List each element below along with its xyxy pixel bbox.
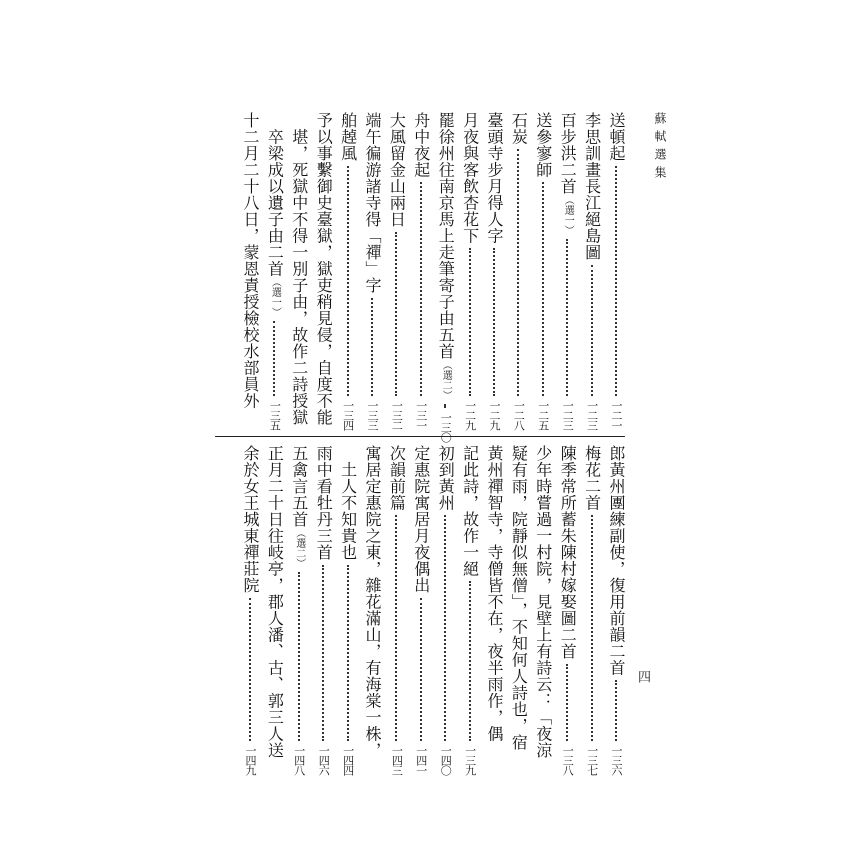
toc-entry-title: 定惠院寓居月夜偶出 <box>411 445 431 594</box>
toc-entry-title: 送頓起 <box>607 112 626 162</box>
toc-page-number: 一二九 <box>463 400 477 430</box>
toc-page-number: 一三四 <box>341 400 355 430</box>
toc-page-number: 一三九 <box>463 745 477 775</box>
toc-entry-title: 大風留金山兩日 <box>387 112 407 228</box>
toc-entry <box>555 112 579 430</box>
toc-entry-title: 李思訓畫長江絕島圖 <box>582 112 602 261</box>
toc-entry-title: 記此詩，故作一絕 <box>460 445 480 577</box>
toc-page-number: 一三八 <box>561 745 575 775</box>
toc-entry-title: 送參寥師 <box>533 112 553 178</box>
toc-entry <box>458 445 482 775</box>
toc-entry-title: 初到黃州 <box>436 445 456 511</box>
toc-page-number: 一三〇 <box>439 411 453 442</box>
toc-entry-title: 罷徐州往南京馬上走筆寄子由五首 <box>436 112 456 360</box>
toc-entry <box>384 445 408 775</box>
toc-page-number: 一三三 <box>366 400 379 430</box>
toc-page-number: 一二五 <box>536 400 550 430</box>
toc-entry <box>482 445 506 775</box>
toc-entry-title: 梅花二首 <box>582 445 602 511</box>
toc-entry <box>409 112 433 430</box>
toc-page-number: 一四一 <box>414 745 428 775</box>
toc-entry <box>604 112 628 430</box>
toc-page-number: 一二三 <box>585 400 599 430</box>
running-title: 蘇軾選集 <box>653 112 667 184</box>
toc-entry-title: 五禽言五首 <box>289 445 309 528</box>
toc-entry-note: （選一） <box>562 194 574 235</box>
toc-entry <box>311 445 335 775</box>
toc-entry <box>360 445 384 775</box>
toc-entry <box>482 112 506 430</box>
toc-entry-title: 予以事繫御史臺獄，獄吏稍見侵，自度不能 <box>314 112 334 426</box>
toc-entry <box>458 112 482 430</box>
toc-entry-note: （選一） <box>269 277 281 317</box>
toc-page-number: 一三五 <box>268 400 282 430</box>
toc-entry <box>262 445 286 775</box>
toc-entry-title: 月夜與客飲杏花下 <box>460 112 480 244</box>
toc-entry-title: 郎黃州團練副使，復用前韻二首 <box>607 445 626 676</box>
toc-entry <box>433 445 457 775</box>
toc-entry-title: 舟中夜起 <box>411 112 431 178</box>
toc-entry-title: 寓居定惠院之東，雜花滿山，有海棠一株， <box>363 445 382 759</box>
toc-page-number: 一四八 <box>292 745 306 775</box>
toc-entry-title: 百步洪二首 <box>558 112 578 195</box>
toc-entry-title: 雨中看牡丹三首 <box>314 445 334 561</box>
toc-entry-title: 臺頭寺步月得人字 <box>485 112 504 244</box>
toc-entry-title: 疑有雨，院靜似無僧」，不知何人詩也，宿 <box>509 445 529 751</box>
toc-entry-title: 端午徧游諸寺得「禪」字 <box>363 112 382 294</box>
toc-page-number: 一二九 <box>488 400 501 430</box>
toc-page-number: 一四六 <box>317 745 331 775</box>
toc-entry-note: （選二） <box>293 527 305 568</box>
toc-entry-title: 少年時嘗過一村院，見壁上有詩云：「夜涼 <box>533 445 553 759</box>
toc-entry-title: 卒梁成以遺子由二首 <box>265 112 285 277</box>
toc-entry <box>287 445 311 775</box>
toc-entry-title: 十二月二十八日，蒙恩責授檢校水部員外 <box>241 112 260 409</box>
toc-page-number: 一三六 <box>610 745 623 775</box>
toc-entry-title: 陳季常所蓄朱陳村嫁娶圖二首 <box>558 445 578 660</box>
toc-page-number: 一三二 <box>390 400 404 430</box>
dot-leader <box>227 598 251 742</box>
toc-page-number: 一二三 <box>561 400 575 430</box>
toc-entry-title: 堪，死獄中不得一別子由，故作二詩授獄 <box>289 112 309 426</box>
toc-page-number: 一三七 <box>585 745 599 775</box>
toc-entry <box>580 445 604 775</box>
toc-entry <box>336 112 360 430</box>
toc-entry <box>238 112 262 430</box>
toc-entry <box>287 112 311 430</box>
toc-entry <box>531 112 555 430</box>
toc-entry <box>506 445 530 775</box>
toc-page-number: 一二八 <box>512 400 526 430</box>
toc-entry <box>506 112 530 430</box>
toc-entry-title: 余於女王城東禪莊院 <box>241 445 260 594</box>
toc-page-number: 一四九 <box>244 745 257 775</box>
toc-entry <box>604 445 628 775</box>
toc-entry-title: 舶趠風 <box>338 112 358 162</box>
toc-entry <box>433 112 457 442</box>
toc-page-number: 一四四 <box>341 745 355 775</box>
toc-entry-title: 次韻前篇 <box>387 445 407 511</box>
toc-page-number: 一四〇 <box>439 745 453 775</box>
toc-entry-title: 石炭 <box>509 112 529 145</box>
toc-entry-note: （選二） <box>440 359 452 400</box>
section-divider <box>215 436 625 437</box>
toc-entry <box>336 445 360 775</box>
toc-entry <box>311 112 335 430</box>
toc-page-number: 一四三 <box>390 745 404 775</box>
toc-entry <box>531 445 555 775</box>
toc-entry-title: 正月二十日往岐亭，郡人潘、古、郭三人送 <box>265 445 285 759</box>
toc-entry <box>360 112 384 430</box>
toc-entry <box>262 112 286 430</box>
toc-page-number: 一二一 <box>610 400 623 430</box>
toc-entry <box>238 445 262 775</box>
toc-entry <box>409 445 433 775</box>
toc-entry-title: 土人不知貴也 <box>338 445 358 561</box>
toc-entry <box>555 445 579 775</box>
toc-entry <box>384 112 408 430</box>
toc-entry <box>580 112 604 430</box>
page-number: 四 <box>635 670 650 683</box>
toc-entry-title: 黃州禪智寺，寺僧皆不在，夜半雨作，偶 <box>485 445 504 742</box>
toc-page-number: 一三一 <box>414 400 428 430</box>
